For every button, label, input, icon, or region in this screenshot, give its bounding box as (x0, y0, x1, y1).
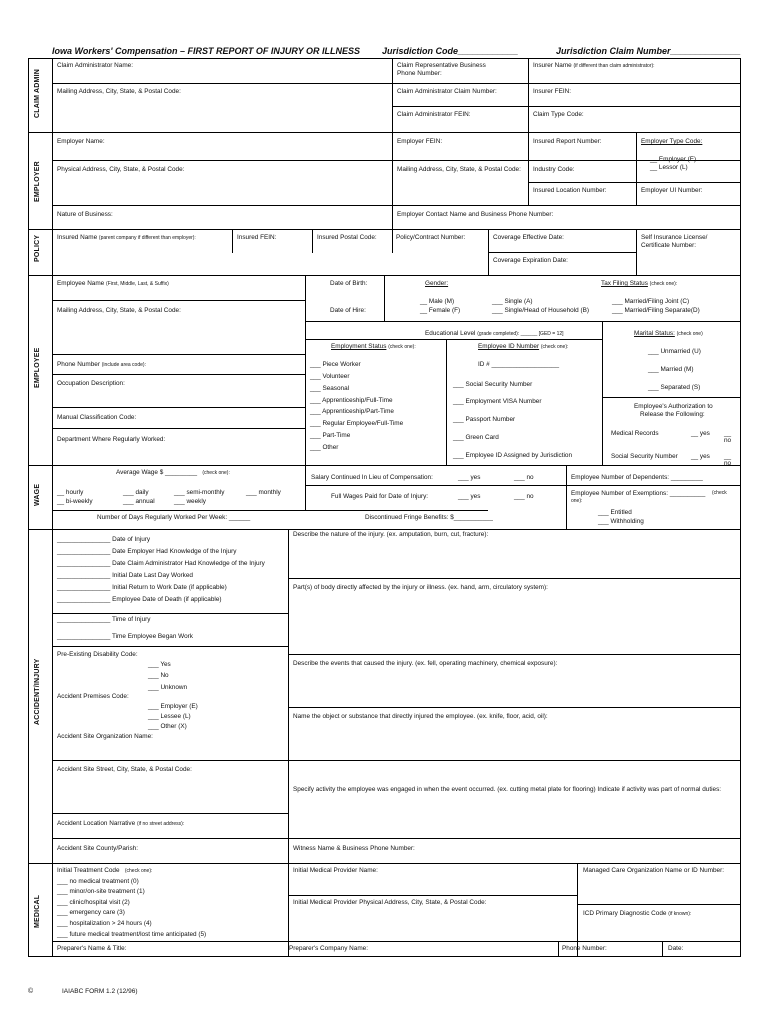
insured-location-number-field[interactable]: Insured Location Number: (533, 187, 607, 194)
section-label-employee: EMPLOYEE (34, 347, 41, 388)
body-parts-affected-field[interactable]: Part(s) of body directly affected by the injury or illness. (ex. hand, arm, circulatory system): (293, 584, 548, 591)
tax-head-of-household-option[interactable]: ___ Single/Head of Household (B) (492, 307, 589, 314)
accident-location-narrative-field[interactable]: Accident Location Narrative (if no street address): (57, 820, 185, 827)
accident-site-street-field[interactable]: Accident Site Street, City, State, & Postal Code: (57, 766, 192, 773)
employer-contact-field[interactable]: Employer Contact Name and Business Phone Number: (397, 211, 554, 218)
manual-classification-code-field[interactable]: Manual Classification Code: (57, 414, 137, 421)
self-insurance-license-field[interactable]: Self Insurance License/ (641, 234, 708, 241)
employee-id-type-option[interactable]: ___ Passport Number (453, 416, 516, 423)
marital-married-option[interactable]: ___ Married (M) (648, 366, 694, 373)
date-of-hire-field[interactable]: Date of Hire: (330, 307, 366, 314)
educational-level-field[interactable]: Educational Level (grade completed): ______ [GED = 12] (425, 330, 564, 337)
witness-field[interactable]: Witness Name & Business Phone Number: (293, 845, 415, 852)
wage-weekly-option[interactable]: ___ weekly (174, 498, 206, 505)
time-began-work-field[interactable]: _______________ Time Employee Began Work (57, 633, 193, 640)
jurisdiction-code-field[interactable]: Jurisdiction Code____________ (382, 46, 519, 56)
preparer-phone-field[interactable]: Phone Number: (562, 945, 607, 952)
ssn-release-label: Social Security Number (611, 453, 678, 460)
wage-biweekly-option[interactable]: __ bi-weekly (57, 498, 93, 505)
wage-annual-option[interactable]: ___ annual (123, 498, 155, 505)
section-label-accident-injury: ACCIDENT/INJURY (34, 658, 41, 725)
claim-admin-fein-field[interactable]: Claim Administrator FEIN: (397, 111, 471, 118)
claim-rep-phone-field[interactable]: Claim Representative Business (397, 62, 486, 69)
preparer-name-field[interactable]: Preparer's Name & Title: (57, 945, 127, 952)
section-label-policy: POLICY (34, 234, 41, 262)
employer-name-field[interactable]: Employer Name: (57, 138, 105, 145)
icd-diagnostic-code-field[interactable]: ICD Primary Diagnostic Code (if known): (583, 910, 692, 917)
employee-activity-field[interactable]: Specify activity the employee was engaged in when the event occurred. (ex. cutting metal plate for flooring) Indicate if activity was part of normal duties: (293, 786, 722, 793)
premises-employer-option[interactable]: ___ Employer (E) (148, 703, 198, 710)
exemptions-check-note: (check (712, 490, 727, 496)
form-title: Iowa Workers' Compensation – FIRST REPORT OF INJURY OR ILLNESS (52, 46, 361, 56)
full-wages-yes-option[interactable]: ___ yes (458, 493, 481, 500)
treatment-option[interactable]: ___ hospitalization > 24 hours (4) (57, 920, 152, 927)
premises-lessee-option[interactable]: ___ Lessee (L) (148, 713, 191, 720)
employee-name-field[interactable]: Employee Name (First, Middle, Last, & Suffix) (57, 280, 169, 287)
ssn-release-no-option[interactable]: __ no (724, 453, 732, 468)
number-of-dependents-field[interactable]: Employee Number of Dependents: _________ (571, 474, 703, 481)
tax-filing-status-label: Tax Filing Status (check one): (601, 280, 678, 287)
premises-other-option[interactable]: ___ Other (X) (148, 723, 187, 730)
department-field[interactable]: Department Where Regularly Worked: (57, 436, 166, 443)
copyright-symbol: © (28, 988, 34, 995)
marital-unmarried-option[interactable]: ___ Unmarried (U) (648, 348, 701, 355)
gender-female-option[interactable]: __ Female (F) (420, 307, 461, 314)
days-worked-per-week-field[interactable]: Number of Days Regularly Worked Per Week: ______ (97, 514, 251, 521)
employment-status-option[interactable]: ___ Part-Time (310, 432, 351, 439)
injuring-object-field[interactable]: Name the object or substance that directly injured the employee. (ex. knife, floor, acid, oil): (293, 713, 548, 720)
self-insurance-license-label: Certificate Number: (641, 242, 697, 249)
insured-report-number-field[interactable]: Insured Report Number: (533, 138, 602, 145)
claim-type-code-field[interactable]: Claim Type Code: (533, 111, 584, 118)
employer-mailing-address-field[interactable]: Mailing Address, City, State, & Postal Code: (397, 166, 521, 173)
accident-date-field[interactable]: _______________ Date of Injury (57, 536, 151, 543)
preexisting-yes-option[interactable]: ___ Yes (148, 661, 171, 668)
marital-status-label: Marital Status: (check one) (634, 330, 703, 337)
gender-label: Gender: (425, 280, 449, 287)
employee-id-number-label: Employee ID Number (check one): (478, 343, 569, 350)
employee-id-number-field[interactable]: ID # ___________________ (478, 361, 560, 368)
treatment-option[interactable]: ___ clinic/hospital visit (2) (57, 899, 130, 906)
accident-date-field[interactable]: _______________ Date Claim Administrator Had Knowledge of the Injury (57, 560, 265, 567)
exemptions-check-note: one): (571, 498, 583, 504)
preparer-company-field[interactable]: Preparer's Company Name: (289, 945, 369, 952)
employment-status-option[interactable]: ___ Regular Employee/Full-Time (310, 420, 404, 427)
coverage-expiration-date-field[interactable]: Coverage Expiration Date: (493, 257, 568, 264)
insurer-fein-field[interactable]: Insurer FEIN: (533, 88, 571, 95)
nature-of-injury-field[interactable]: Describe the nature of the injury. (ex. amputation, burn, cut, fracture): (293, 531, 489, 538)
employer-fein-field[interactable]: Employer FEIN: (397, 138, 443, 145)
section-label-wage: WAGE (34, 483, 41, 506)
full-wages-no-option[interactable]: ___ no (514, 493, 534, 500)
salary-continued-yes-option[interactable]: ___ yes (458, 474, 481, 481)
average-wage-field[interactable]: Average Wage $ _________ (check one): (116, 469, 230, 476)
wage-daily-option[interactable]: ___ daily (123, 489, 149, 496)
industry-code-field[interactable]: Industry Code: (533, 166, 575, 173)
treatment-option[interactable]: ___ minor/on-site treatment (1) (57, 888, 145, 895)
release-authorization-sublabel: Release the Following: (640, 411, 705, 418)
policy-number-field[interactable]: Policy/Contract Number: (396, 234, 466, 241)
claim-admin-mailing-field[interactable]: Mailing Address, City, State, & Postal Code: (57, 88, 181, 95)
insured-name-field[interactable]: Insured Name (parent company if different than employer): (57, 234, 196, 241)
accident-site-county-field[interactable]: Accident Site County/Parish: (57, 845, 138, 852)
treatment-option[interactable]: ___ no medical treatment (0) (57, 878, 139, 885)
employment-status-option[interactable]: ___ Apprenticeship/Part-Time (310, 408, 394, 415)
form-id: IAIABC FORM 1.2 (12/96) (62, 988, 138, 995)
accident-date-field[interactable]: _______________ Initial Date Last Day Worked (57, 572, 193, 579)
full-wages-paid-label: Full Wages Paid for Date of Injury: (331, 493, 429, 500)
tax-single-option[interactable]: ___ Single (A) (492, 298, 533, 305)
coverage-effective-date-field[interactable]: Coverage Effective Date: (493, 234, 564, 241)
insured-fein-field[interactable]: Insured FEIN: (237, 234, 277, 241)
fringe-entitled-option[interactable]: ___ Entitled (598, 509, 632, 516)
employment-status-option[interactable]: ___ Apprenticeship/Full-Time (310, 397, 393, 404)
salary-continued-no-option[interactable]: ___ no (514, 474, 534, 481)
preexisting-unknown-option[interactable]: ___ Unknown (148, 684, 188, 691)
number-of-exemptions-field[interactable]: Employee Number of Exemptions: __________ (571, 490, 706, 497)
occupation-description-field[interactable]: Occupation Description: (57, 380, 125, 387)
employer-type-code-label: Employer Type Code: (641, 138, 703, 145)
claim-rep-phone-label: Phone Number: (397, 70, 442, 77)
employment-status-option[interactable]: ___ Other (310, 444, 339, 451)
release-authorization-label: Employee's Authorization to (634, 403, 713, 410)
managed-care-organization-field[interactable]: Managed Care Organization Name or ID Number: (583, 867, 725, 874)
preexisting-disability-label: Pre-Existing Disability Code: (57, 651, 138, 658)
time-of-injury-field[interactable]: _______________ Time of Injury (57, 616, 151, 623)
date-of-birth-field[interactable]: Date of Birth: (330, 280, 368, 287)
employer-type-lessor-option[interactable]: __ Lessor (L) (650, 164, 688, 171)
employment-status-option[interactable]: ___ Piece Worker (310, 361, 361, 368)
initial-treatment-code-label: Initial Treatment Code (check one): (57, 867, 153, 874)
jurisdiction-claim-number-field[interactable]: Jurisdiction Claim Number______________ (556, 46, 741, 56)
marital-separated-option[interactable]: ___ Separated (S) (648, 384, 701, 391)
employee-id-type-option[interactable]: ___ Employee ID Assigned by Jurisdiction (453, 452, 573, 459)
medical-provider-name-field[interactable]: Initial Medical Provider Name: (293, 867, 378, 874)
employee-mailing-address-field[interactable]: Mailing Address, City, State, & Postal Code: (57, 307, 181, 314)
section-label-claim-admin: CLAIM ADMIN (34, 69, 41, 118)
wage-hourly-option[interactable]: __ hourly (57, 489, 84, 496)
employer-type-employer-option[interactable]: __ Employer (E) (650, 156, 697, 163)
employment-status-option[interactable]: ___ Seasonal (310, 385, 350, 392)
event-description-field[interactable]: Describe the events that caused the injury. (ex. fell, operating machinery, chemical exposure): (293, 660, 558, 667)
accident-date-field[interactable]: _______________ Initial Return to Work Date (if applicable) (57, 584, 227, 591)
employment-status-label: Employment Status (check one): (331, 343, 416, 350)
section-label-medical: MEDICAL (34, 894, 41, 928)
nature-of-business-field[interactable]: Nature of Business: (57, 211, 113, 218)
treatment-option[interactable]: ___ emergency care (3) (57, 909, 125, 916)
ssn-release-yes-option[interactable]: __ yes (691, 453, 710, 460)
wage-semimonthly-option[interactable]: ___ semi-monthly (174, 489, 225, 496)
wage-monthly-option[interactable]: ___ monthly (246, 489, 281, 496)
tax-married-joint-option[interactable]: ___ Married/Filing Joint (C) (612, 298, 690, 305)
fringe-withholding-option[interactable]: ___ Withholding (598, 518, 644, 525)
medical-provider-address-field[interactable]: Initial Medical Provider Physical Address, City, State, & Postal Code: (293, 899, 487, 906)
employer-physical-address-field[interactable]: Physical Address, City, State, & Postal Code: (57, 166, 185, 173)
accident-date-field[interactable]: _______________ Date Employer Had Knowledge of the Injury (57, 548, 237, 555)
medical-records-yes-option[interactable]: __ yes (691, 430, 710, 437)
section-label-employer: EMPLOYER (34, 161, 41, 202)
accident-premises-label: Accident Premises Code: (57, 693, 129, 700)
tax-married-separate-option[interactable]: ___ Married/Filing Separate(D) (612, 307, 700, 314)
claim-admin-name-field[interactable]: Claim Administrator Name: (57, 62, 133, 69)
medical-records-label: Medical Records (611, 430, 659, 437)
medical-records-no-option[interactable]: __ no (724, 430, 732, 445)
accident-site-organization-field[interactable]: Accident Site Organization Name: (57, 733, 153, 740)
treatment-option[interactable]: ___ future medical treatment/lost time anticipated (5) (57, 931, 207, 938)
insurer-name-field[interactable]: Insurer Name (if different than claim administrator): (533, 62, 655, 69)
claim-admin-claim-number-field[interactable]: Claim Administrator Claim Number: (397, 88, 497, 95)
accident-date-field[interactable]: _______________ Employee Date of Death (if applicable) (57, 596, 222, 603)
employment-status-option[interactable]: ___ Volunteer (310, 373, 350, 380)
gender-male-option[interactable]: __ Male (M) (420, 298, 455, 305)
preparer-date-field[interactable]: Date: (668, 945, 684, 952)
discontinued-fringe-benefits-field[interactable]: Discontinued Fringe Benefits: $___________ (365, 514, 493, 521)
employee-id-type-option[interactable]: ___ Employment VISA Number (453, 398, 542, 405)
salary-continued-label: Salary Continued In Lieu of Compensation: (311, 474, 433, 481)
employee-id-type-option[interactable]: ___ Social Security Number (453, 381, 533, 388)
employer-ui-number-field[interactable]: Employer UI Number: (641, 187, 703, 194)
insured-postal-code-field[interactable]: Insured Postal Code: (317, 234, 377, 241)
preexisting-no-option[interactable]: ___ No (148, 672, 169, 679)
employee-phone-field[interactable]: Phone Number (include area code): (57, 361, 146, 368)
employee-id-type-option[interactable]: ___ Green Card (453, 434, 499, 441)
